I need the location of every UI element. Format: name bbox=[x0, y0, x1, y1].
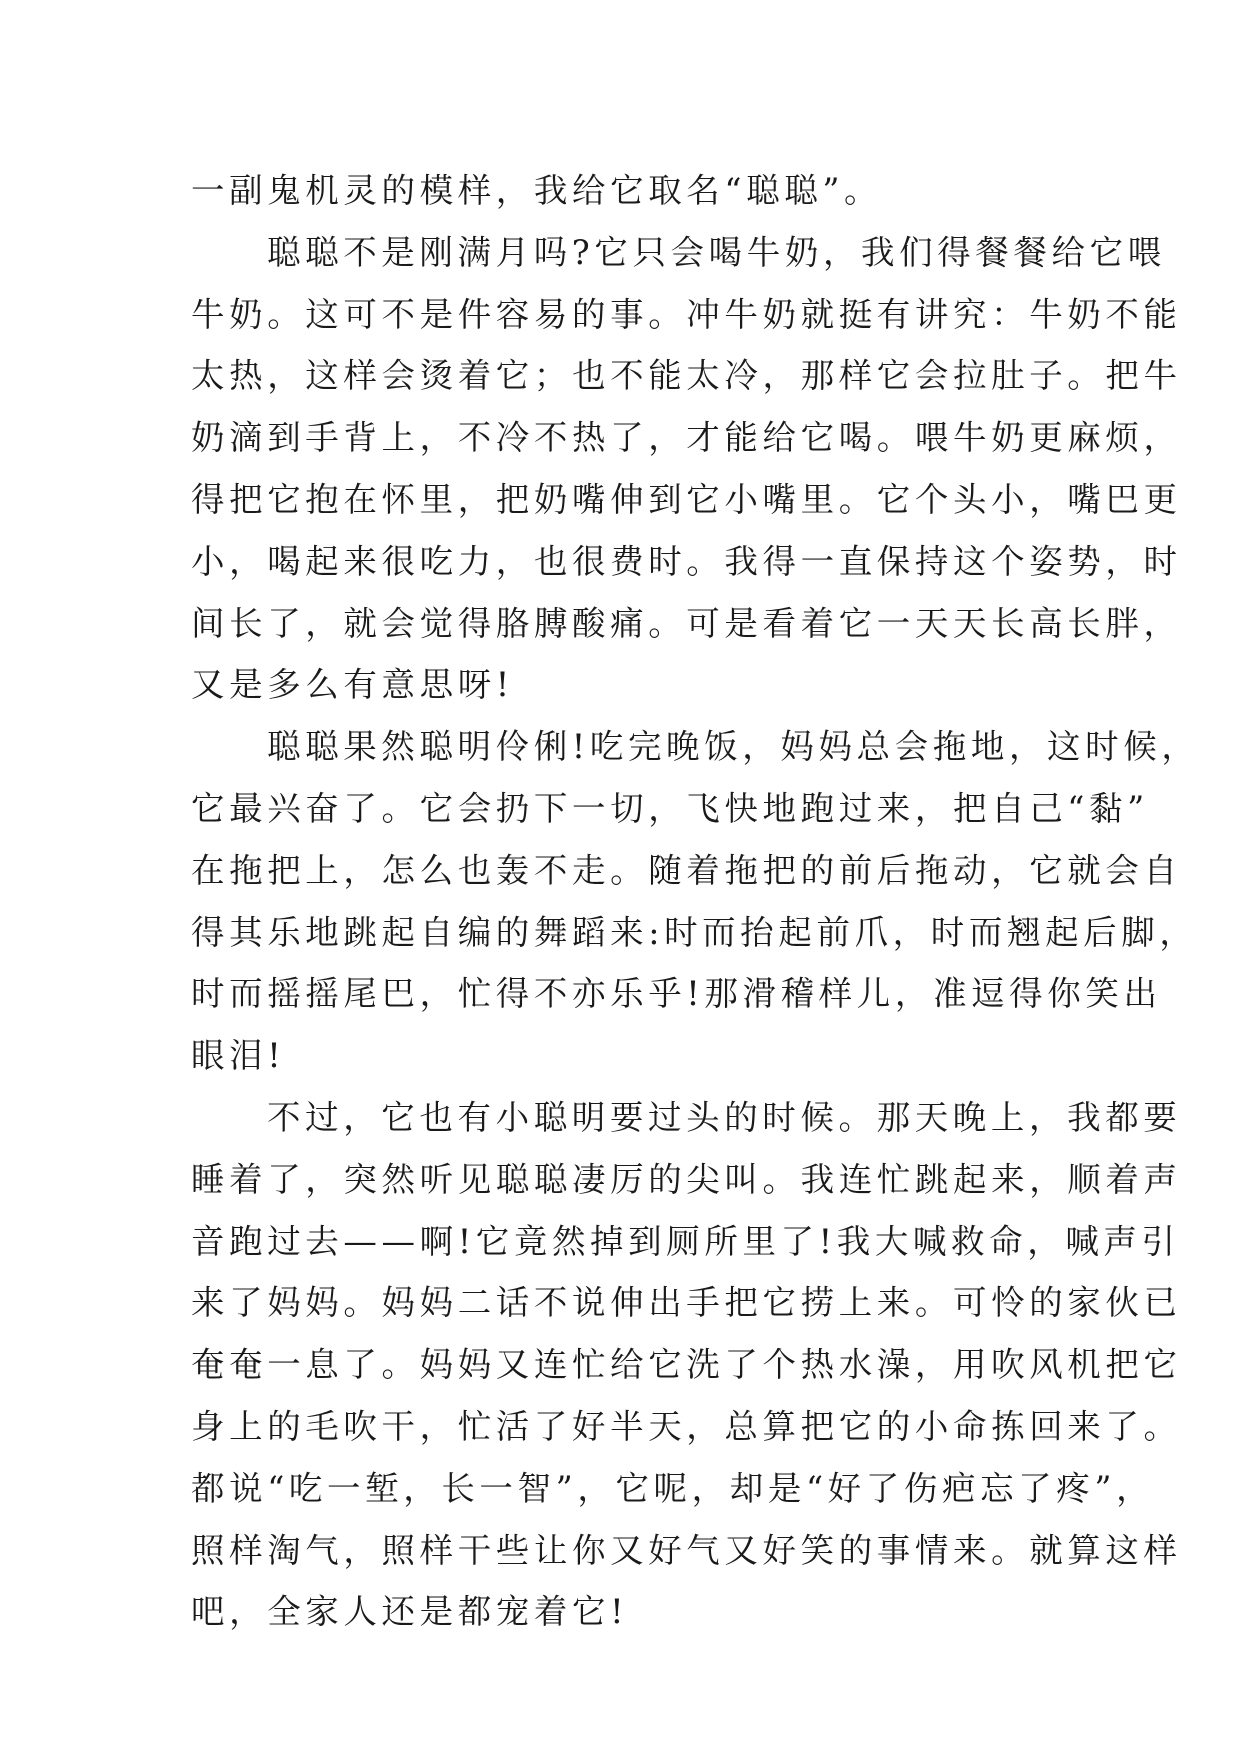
text-line: 睡着了，突然听见聪聪凄厉的尖叫。我连忙跳起来，顺着声 bbox=[191, 1159, 1182, 1199]
text-line: 一副鬼机灵的模样，我给它取名“聪聪”。 bbox=[191, 171, 883, 210]
text-line: 得把它抱在怀里，把奶嘴伸到它小嘴里。它个头小，嘴巴更 bbox=[191, 479, 1182, 519]
text-line: 吧，全家人还是都宠着它! bbox=[191, 1592, 629, 1632]
paragraph-start-line: 聪聪不是刚满月吗?它只会喝牛奶，我们得餐餐给它喂 bbox=[267, 232, 1166, 272]
text-line: 在拖把上，怎么也轰不走。随着拖把的前后拖动，它就会自 bbox=[191, 850, 1182, 890]
text-line: 眼泪! bbox=[191, 1036, 286, 1076]
text-line: 得其乐地跳起自编的舞蹈来:时而抬起前爪，时而翘起后脚， bbox=[191, 912, 1198, 952]
article-text bbox=[191, 160, 1200, 1643]
text-line: 牛奶。这可不是件容易的事。冲牛奶就挺有讲究：牛奶不能 bbox=[191, 294, 1182, 334]
text-line: 照样淘气，照样干些让你又好气又好笑的事情来。就算这样 bbox=[191, 1530, 1182, 1570]
text-line: 太热，这样会烫着它；也不能太冷，那样它会拉肚子。把牛 bbox=[191, 356, 1182, 396]
paragraph-start-line: 聪聪果然聪明伶俐!吃完晚饭，妈妈总会拖地，这时候， bbox=[267, 727, 1200, 767]
text-line: 都说“吃一堑，长一智”，它呢，却是“好了伤疤忘了疼”， bbox=[191, 1468, 1155, 1508]
text-line: 小，喝起来很吃力，也很费时。我得一直保持这个姿势，时 bbox=[191, 541, 1182, 581]
text-line: 奄奄一息了。妈妈又连忙给它洗了个热水澡，用吹风机把它 bbox=[191, 1345, 1182, 1385]
text-line: 来了妈妈。妈妈二话不说伸出手把它捞上来。可怜的家伙已 bbox=[191, 1283, 1182, 1323]
text-line: 又是多么有意思呀! bbox=[191, 665, 514, 705]
text-line: 身上的毛吹干，忙活了好半天，总算把它的小命拣回来了。 bbox=[191, 1406, 1182, 1446]
text-line: 它最兴奋了。它会扔下一切，飞快地跑过来，把自己“黏” bbox=[191, 788, 1149, 828]
text-line: 奶滴到手背上，不冷不热了，才能给它喝。喂牛奶更麻烦， bbox=[191, 418, 1182, 458]
text-line: 时而摇摇尾巴，忙得不亦乐乎!那滑稽样儿，准逗得你笑出 bbox=[191, 974, 1162, 1014]
paragraph-start-line: 不过，它也有小聪明要过头的时候。那天晚上，我都要 bbox=[267, 1097, 1182, 1137]
text-line: 音跑过去——啊!它竟然掉到厕所里了!我大喊救命，喊声引 bbox=[191, 1221, 1180, 1261]
text-line: 间长了，就会觉得胳膊酸痛。可是看着它一天天长高长胖， bbox=[191, 603, 1182, 643]
